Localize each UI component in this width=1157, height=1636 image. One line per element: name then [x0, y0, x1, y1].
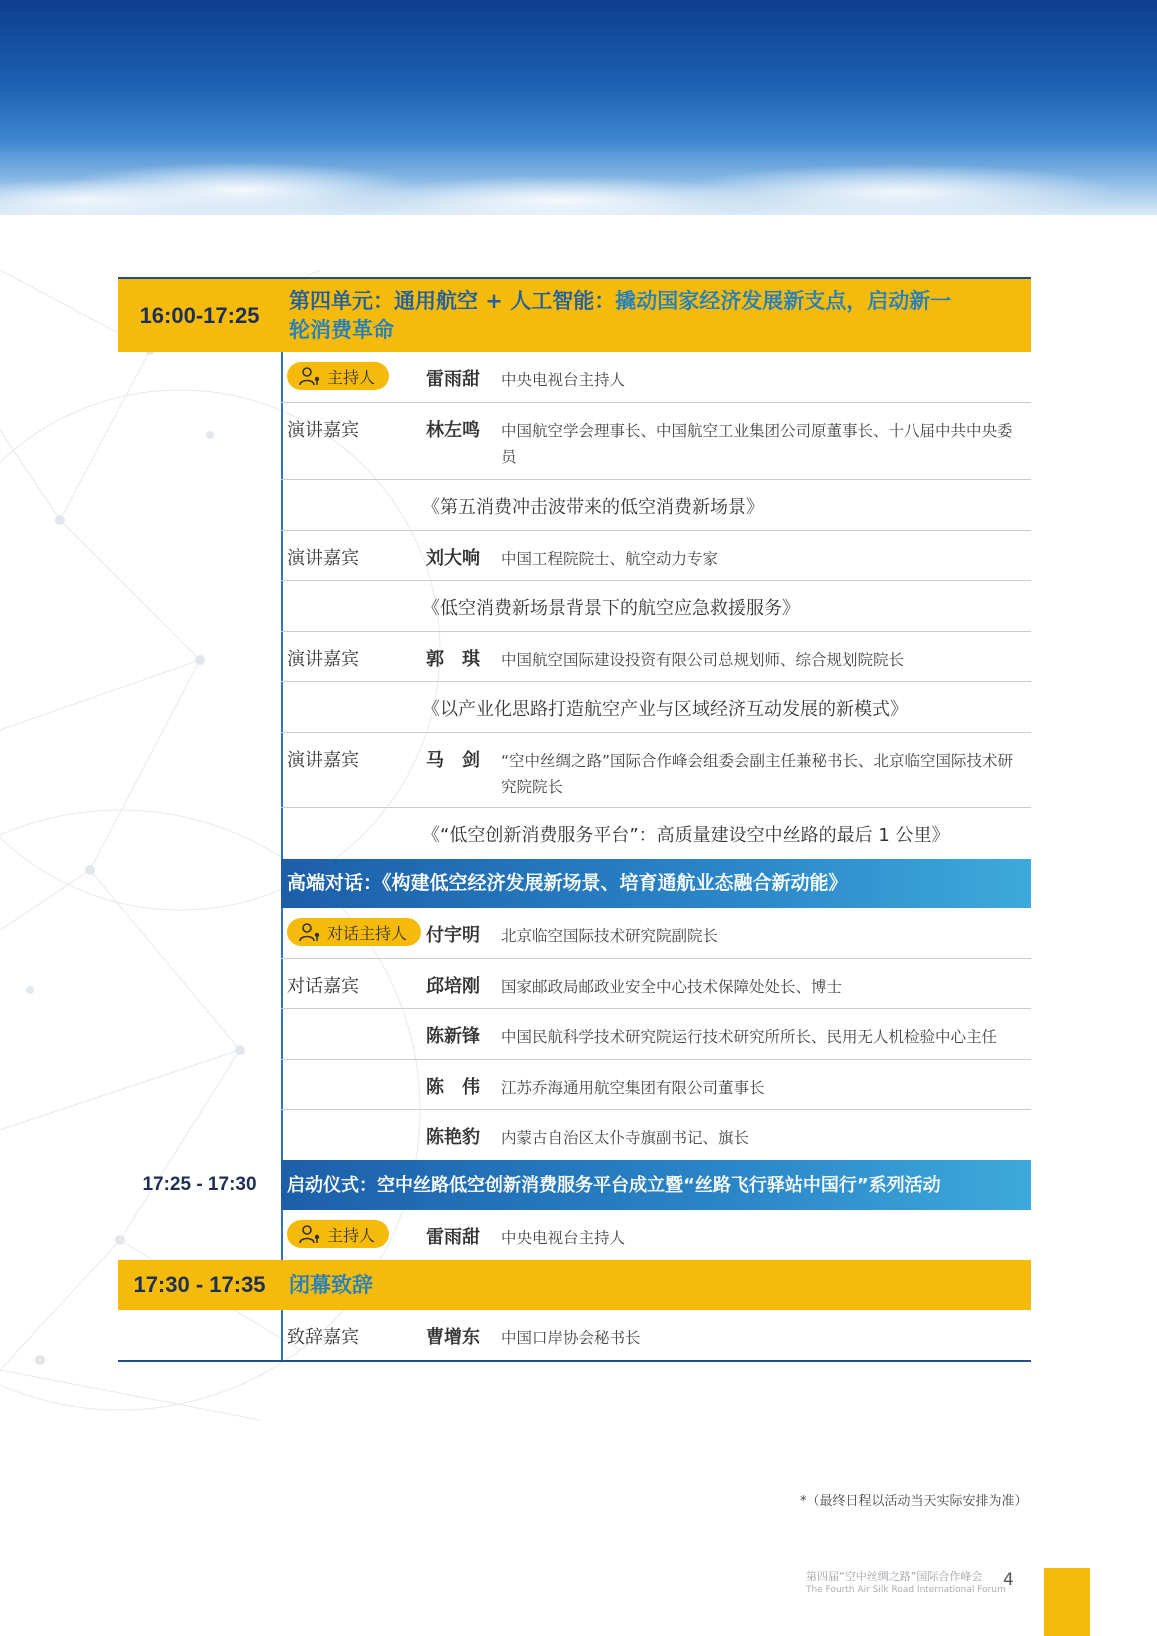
- person-mic-icon: [299, 366, 321, 386]
- table-row: [281, 808, 1031, 859]
- table-row: [281, 1060, 1031, 1110]
- launch-time: 17:25 - 17:30: [142, 1174, 257, 1195]
- table-row: [281, 531, 1031, 581]
- session4-title-line2: 轮消费革命: [289, 317, 394, 342]
- talk-title: 《以产业化思路打造航空产业与区域经济互动发展的新模式》: [422, 699, 908, 720]
- speaker-name: 雷雨甜: [426, 1227, 480, 1248]
- launch-host-badge-label: 主持人: [327, 1225, 376, 1245]
- session4-band: [118, 279, 1031, 352]
- table-row: [281, 352, 1031, 403]
- speaker-name: 林左鸣: [426, 420, 480, 441]
- speaker-title: 中国航空国际建设投资有限公司总规划师、综合规划院院长: [501, 651, 905, 669]
- talk-title: 《第五消费冲击波带来的低空消费新场景》: [422, 497, 764, 518]
- speaker-title: 北京临空国际技术研究院副院长: [501, 927, 719, 945]
- table-row: [281, 959, 1031, 1009]
- speaker-name: 邱培刚: [426, 976, 480, 997]
- session4-title-highlight: 撬动国家经济发展新支点，启动新一: [615, 288, 952, 313]
- footer-title-cn: 第四届“空中丝绸之路”国际合作峰会: [806, 1570, 983, 1583]
- table-row: [281, 733, 1031, 808]
- table-row: [281, 1009, 1031, 1060]
- speaker-name: 陈 伟: [426, 1077, 480, 1098]
- launch-host-badge: [287, 1220, 389, 1248]
- footer-title-en: The Fourth Air Silk Road International Forum: [806, 1585, 1006, 1595]
- role-label: 演讲嘉宾: [287, 750, 359, 771]
- schedule-note: *（最终日程以活动当天实际安排为准）: [800, 1494, 1028, 1509]
- role-label: 致辞嘉宾: [287, 1327, 359, 1348]
- page-corner-tab: [1044, 1568, 1090, 1636]
- role-label: 对话嘉宾: [287, 976, 359, 997]
- table-row: [281, 1310, 1031, 1360]
- table-row: [281, 480, 1031, 531]
- launch-band: [118, 1160, 1031, 1210]
- speaker-name: 郭 琪: [426, 649, 480, 670]
- speaker-name: 陈艳豹: [426, 1127, 480, 1148]
- speaker-name: 付宇明: [426, 925, 480, 946]
- dialogue-host-badge-label: 对话主持人: [327, 923, 408, 943]
- speaker-title: 江苏乔海通用航空集团有限公司董事长: [501, 1079, 765, 1097]
- role-label: 演讲嘉宾: [287, 649, 359, 670]
- table-row: [281, 403, 1031, 480]
- page-number: 4: [1003, 1570, 1014, 1590]
- launch-title: 启动仪式：空中丝路低空创新消费服务平台成立暨“丝路飞行驿站中国行”系列活动: [281, 1160, 1031, 1210]
- dialogue-title: 高端对话：《构建低空经济发展新场景、培育通航业态融合新动能》: [287, 872, 848, 894]
- closing-time: 17:30 - 17:35: [133, 1272, 266, 1297]
- closing-band: [118, 1260, 1031, 1310]
- speaker-name: 雷雨甜: [426, 369, 480, 390]
- table-row: [281, 1110, 1031, 1160]
- host-badge: [287, 362, 389, 390]
- speaker-name: 陈新锋: [426, 1026, 480, 1047]
- table-bottom-rule: [118, 1360, 1031, 1362]
- dialogue-host-badge: [287, 918, 421, 946]
- table-row: [281, 581, 1031, 632]
- speaker-name: 曹增东: [426, 1327, 480, 1348]
- table-row: [281, 1210, 1031, 1260]
- role-label: 演讲嘉宾: [287, 420, 359, 441]
- speaker-name: 马 剑: [426, 750, 480, 771]
- speaker-title: 内蒙古自治区太仆寺旗副书记、旗长: [501, 1129, 750, 1147]
- speaker-title: 中国民航科学技术研究院运行技术研究所所长、民用无人机检验中心主任: [501, 1028, 998, 1046]
- session4-title: [281, 279, 1031, 352]
- speaker-title: 中国航空学会理事长、中国航空工业集团公司原董事长、十八届中共中央委员: [501, 422, 1013, 466]
- person-mic-icon: [299, 1224, 321, 1244]
- talk-title: 《低空消费新场景背景下的航空应急救援服务》: [422, 598, 800, 619]
- speaker-title: 中国口岸协会秘书长: [501, 1329, 641, 1347]
- table-row: [281, 632, 1031, 682]
- sky-header-image: [0, 0, 1157, 215]
- closing-title: 闭幕致辞: [289, 1272, 373, 1297]
- speaker-title: 中国工程院院士、航空动力专家: [501, 550, 719, 568]
- role-label: 演讲嘉宾: [287, 548, 359, 569]
- host-badge-label: 主持人: [327, 367, 376, 387]
- session4-title-prefix: 第四单元：通用航空 + 人工智能：: [289, 288, 616, 313]
- table-row: [281, 682, 1031, 733]
- speaker-name: 刘大响: [426, 548, 480, 569]
- speaker-title: 中央电视台主持人: [501, 371, 626, 389]
- table-row: [281, 908, 1031, 959]
- speaker-title: 国家邮政局邮政业安全中心技术保障处处长、博士: [501, 978, 843, 996]
- speaker-title: “空中丝绸之路”国际合作峰会组委会副主任兼秘书长、北京临空国际技术研究院院长: [501, 752, 1014, 796]
- talk-title: 《“低空创新消费服务平台”：高质量建设空中丝路的最后 1 公里》: [422, 825, 950, 846]
- person-mic-icon: [299, 922, 321, 942]
- dialogue-band: [281, 859, 1031, 908]
- speaker-title: 中央电视台主持人: [501, 1229, 626, 1247]
- session4-time: 16:00-17:25: [139, 302, 260, 328]
